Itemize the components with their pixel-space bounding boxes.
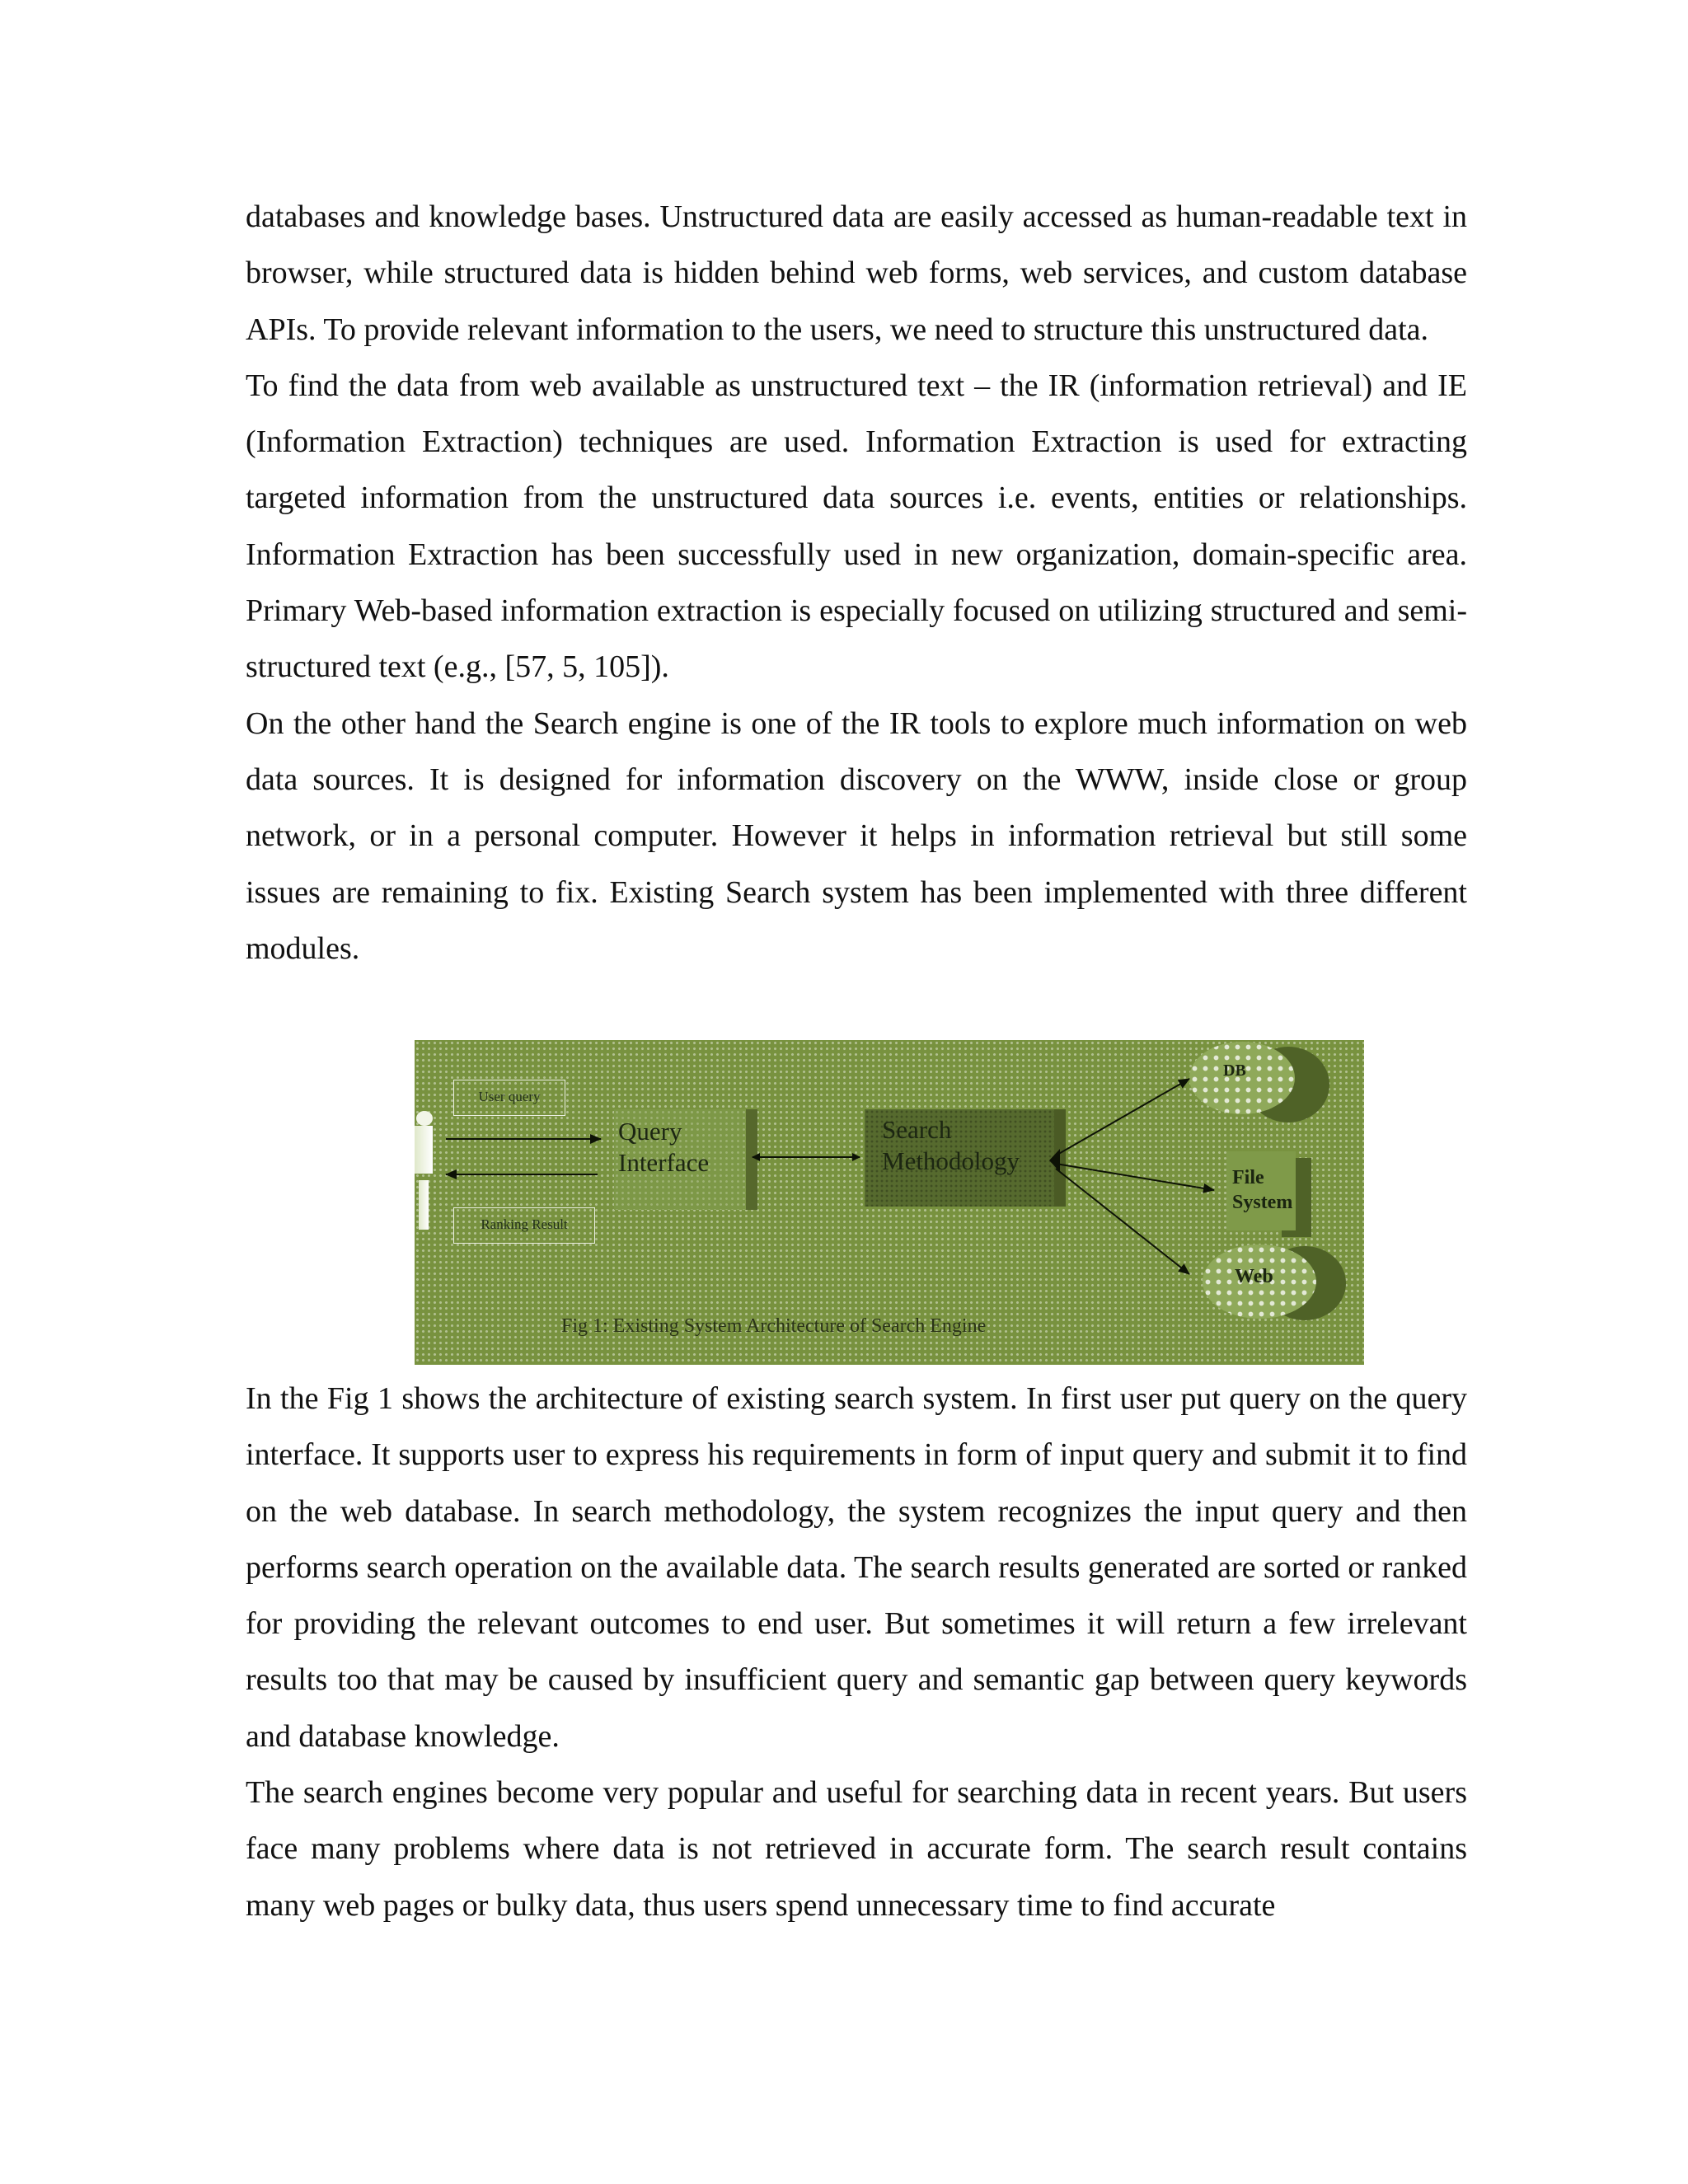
ranking-result-label: Ranking Result <box>453 1207 595 1244</box>
arrow-to-web <box>1056 1169 1189 1274</box>
file-system-label: File System <box>1232 1167 1293 1213</box>
user-query-label: User query <box>453 1080 565 1116</box>
figure-caption: Fig 1: Existing System Architecture of Search Engine <box>561 1315 987 1337</box>
body-text-top <box>246 189 1467 977</box>
body-text-bottom <box>246 1371 1467 1933</box>
arrow-junction <box>1049 1149 1060 1172</box>
arrow-to-file-system <box>1056 1164 1214 1190</box>
paragraph: The search engines become very popular and useful for searching data in recent years. But users face many problems where data is not retrieved in accurate form. The search result contains many web pages or bulky data, thus users spend unnecessary time to find accurate <box>246 1775 1467 1923</box>
query-interface-label: Query Interface <box>618 1117 710 1177</box>
db-label: DB <box>1223 1062 1246 1080</box>
web-label: Web <box>1235 1266 1273 1287</box>
paragraph: In the Fig 1 shows the architecture of existing search system. In first user put query on the query interface. It supports user to express his requirements in form of input query and submit it to find on the web database. In search methodology, the system recognizes the input query and then performs search operation on the available data. The search results generated are sorted or ranked for providing the relevant outcomes to end user. But sometimes it will return a few irrelevant results too that may be caused by insufficient query and semantic gap between query keywords and database knowledge. <box>246 1381 1467 1754</box>
architecture-figure <box>415 1040 1364 1365</box>
paragraph: On the other hand the Search engine is one of the IR tools to explore much information on web data sources. It is designed for information discovery on the WWW, inside close or group network, or in a personal computer. However it helps in information retrieval but still some issues are remaining to fix. Existing Search system has been implemented with three different modules. <box>246 705 1467 966</box>
paragraph: To find the data from web available as unstructured text – the IR (information retrieval) and IE (Information Extraction) techniques are used. Information Extraction is used for extracting targeted information from the unstructured data sources i.e. events, entities or relationships. Information Extraction has been successfully used in new organization, domain-specific area. Primary Web-based information extraction is especially focused on utilizing structured and semi-structured text (e.g., [57, 5, 105]). <box>246 368 1467 685</box>
paragraph: databases and knowledge bases. Unstructured data are easily accessed as human-readable text in browser, while structured data is hidden behind web forms, web services, and custom database APIs. To provide relevant information to the users, we need to structure this unstructured data. <box>246 199 1467 347</box>
search-methodology-label: Search Methodology <box>882 1115 1020 1175</box>
arrow-to-db <box>1056 1079 1189 1155</box>
